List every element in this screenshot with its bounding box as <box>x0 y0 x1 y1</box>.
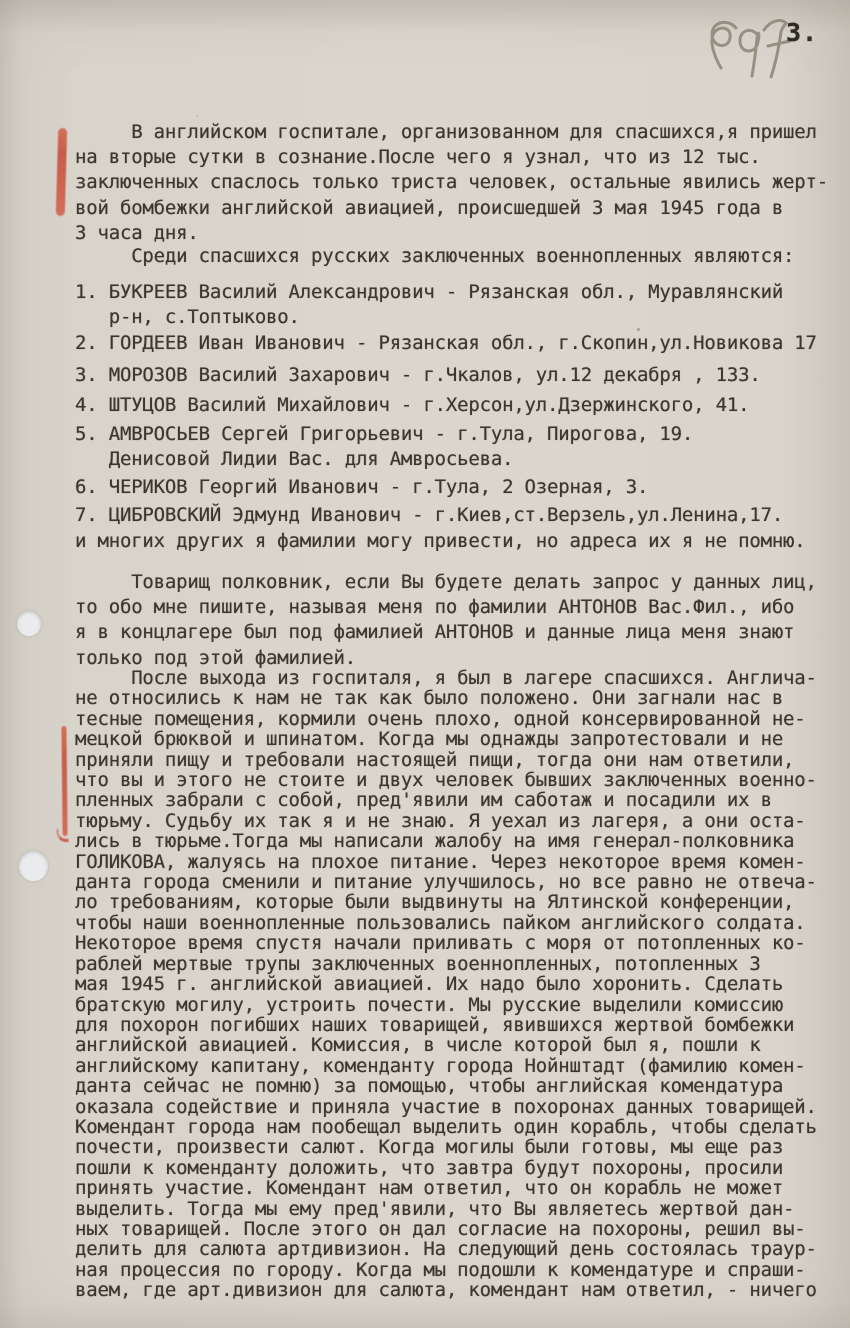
text-line: для похорон погибших наших товарищей, явившихся жертвой бомбежки <box>75 1013 795 1036</box>
text-line: 3. МОРОЗОВ Василий Захарович - г.Чкалов, ул.12 декабря , 133. <box>75 364 761 386</box>
hole-punch <box>17 611 41 636</box>
text-line: ло требованиям, которые были выдвинуты на Ялтинской конференции, <box>75 891 795 914</box>
para-many-others <box>75 529 806 554</box>
red-margin-mark <box>56 128 67 216</box>
text-line: заключенных спаслось только триста человек, остальные явились жерт- <box>75 171 829 194</box>
text-line: английскому капитану, коменданту города Нойнштадт (фамилию комен- <box>75 1054 806 1077</box>
text-line: вой бомбежки английской авиацией, происшедшей 3 мая 1945 года в <box>75 196 784 219</box>
text-line: Денисовой Лидии Вас. для Амвросьева. <box>75 448 514 471</box>
text-line: приняли пищу и требовали настоящей пищи, тогда они нам ответили, <box>75 748 795 771</box>
text-line: принять участие. Комендант нам ответил, что он корабль не может <box>75 1177 784 1200</box>
text-line: выделить. Тогда мы ему пред'явили, что Вы являетесь жертвой дан- <box>75 1197 795 1220</box>
text-line: то обо мне пишите, называя меня по фамилии АНТОНОВ Вас.Фил., ибо <box>75 596 795 619</box>
text-line: тесные помещения, кормили очень плохо, одной консервированной не- <box>75 707 806 730</box>
list-item-5 <box>75 422 693 472</box>
text-line: мецкой брюквой и шпинатом. Когда мы однажды запротестовали и не <box>75 728 784 751</box>
text-line: что вы и этого не стоите и двух человек бывших заключенных военно- <box>75 769 817 792</box>
text-line: не относились к нам не так как было положено. Они загнали нас в <box>75 687 784 710</box>
text-line: оказала содействие и приняла участие в похоронах данных товарищей. <box>75 1095 817 1118</box>
text-line: 5. АМВРОСЬЕВ Сергей Григорьевич - г.Тула, Пирогова, 19. <box>75 423 694 445</box>
list-item-1 <box>75 280 783 330</box>
text-line: почести, произвести салют. Когда могилы были готовы, мы еще раз <box>75 1136 784 1159</box>
list-item-2 <box>75 331 817 356</box>
para-hospital <box>75 120 828 246</box>
text-line: Некоторое время спустя начали приливать с моря от потопленных ко- <box>75 932 806 955</box>
text-line: ных товарищей. После этого он дал согласие на похороны, решил вы- <box>75 1217 806 1240</box>
text-line: мая 1945 г. английской авиацией. Их надо было хоронить. Сделать <box>75 973 784 996</box>
text-line: 6. ЧЕРИКОВ Георгий Иванович - г.Тула, 2 Озерная, 3. <box>75 476 649 498</box>
list-item-6 <box>75 475 648 500</box>
list-item-7 <box>75 503 783 528</box>
text-line: 3 часа дня. <box>75 221 199 244</box>
text-line: После выхода из госпиталя, я был в лагере спасшихся. Англича- <box>75 667 817 689</box>
para-after-hospital <box>75 668 817 1301</box>
text-line: ГОЛИКОВА, жалуясь на плохое питание. Через некоторое время комен- <box>75 850 806 873</box>
text-line: ная процессия по городу. Когда мы подошли к комендатуре и спраши- <box>75 1258 806 1281</box>
text-line: р-н, с.Топтыково. <box>75 306 300 329</box>
line-survivors-heading <box>75 244 794 269</box>
text-line: делить для салюта артдивизион. На следующий день состоялась траур- <box>75 1238 817 1261</box>
list-item-4 <box>75 393 749 418</box>
text-line: и многих других я фамилии могу привести, но адреса их я не помню. <box>75 530 806 552</box>
text-line: Среди спасшихся русских заключенных военнопленных являются: <box>75 245 795 267</box>
text-line: раблей мертвые трупы заключенных военнопленных, потопленных 3 <box>75 952 761 975</box>
text-line: 4. ШТУЦОВ Василий Михайлович - г.Херсон,ул.Дзержинского, 41. <box>75 394 750 416</box>
text-line: Комендант города нам пообещал выделить один корабль, чтобы сделать <box>75 1115 817 1138</box>
text-line: я в концлагере был под фамилией АНТОНОВ и данные лица меня знают <box>75 621 795 644</box>
text-line: В английском госпитале, организованном для спасшихся,я пришел <box>75 121 817 143</box>
text-line: братскую могилу, устроить почести. Мы русские выделили комиссию <box>75 993 784 1016</box>
typed-page-number: 3. <box>786 18 819 47</box>
text-line: тюрьму. Судьбу их так я и не знаю. Я уехал из лагеря, а они оста- <box>75 809 806 832</box>
text-line: 7. ЦИБРОВСКИЙ Эдмунд Иванович - г.Киев,ст.Верзель,ул.Ленина,17. <box>75 504 784 526</box>
list-item-3 <box>75 363 761 388</box>
text-line: только под этой фамилией. <box>75 646 356 669</box>
text-line: 2. ГОРДЕЕВ Иван Иванович - Рязанская обл., г.Скопин,ул.Новикова 17 <box>75 332 817 354</box>
text-line: 1. БУКРЕЕВ Василий Александрович - Рязанская обл., Муравлянский <box>75 281 784 303</box>
text-line: ваем, где арт.дивизион для салюта, комендант нам ответил, - ничего <box>75 1279 817 1302</box>
red-margin-mark <box>61 726 67 836</box>
text-line: пошли к коменданту доложить, что завтра будут похороны, просили <box>75 1156 784 1179</box>
text-line: лись в тюрьме.Тогда мы написали жалобу на имя генерал-полковника <box>75 830 795 853</box>
para-colonel <box>75 570 817 671</box>
text-line: чтобы наши военнопленные пользовались пайком английского солдата. <box>75 911 806 934</box>
text-line: данта города сменили и питание улучшилось, но все равно не отвеча- <box>75 871 817 894</box>
text-line: пленных забрали с собой, пред'явили им саботаж и посадили их в <box>75 789 772 812</box>
scan-speck <box>196 115 198 117</box>
text-line: на вторые сутки в сознание.После чего я узнал, что из 12 тыс. <box>75 146 761 169</box>
text-line: данта сейчас не помню) за помощью, чтобы английская комендатура <box>75 1075 784 1098</box>
hole-punch <box>19 851 48 881</box>
text-line: английской авиацией. Комиссия, в числе которой был я, пошли к <box>75 1034 761 1057</box>
text-line: Товарищ полковник, если Вы будете делать запрос у данных лиц, <box>75 571 817 593</box>
